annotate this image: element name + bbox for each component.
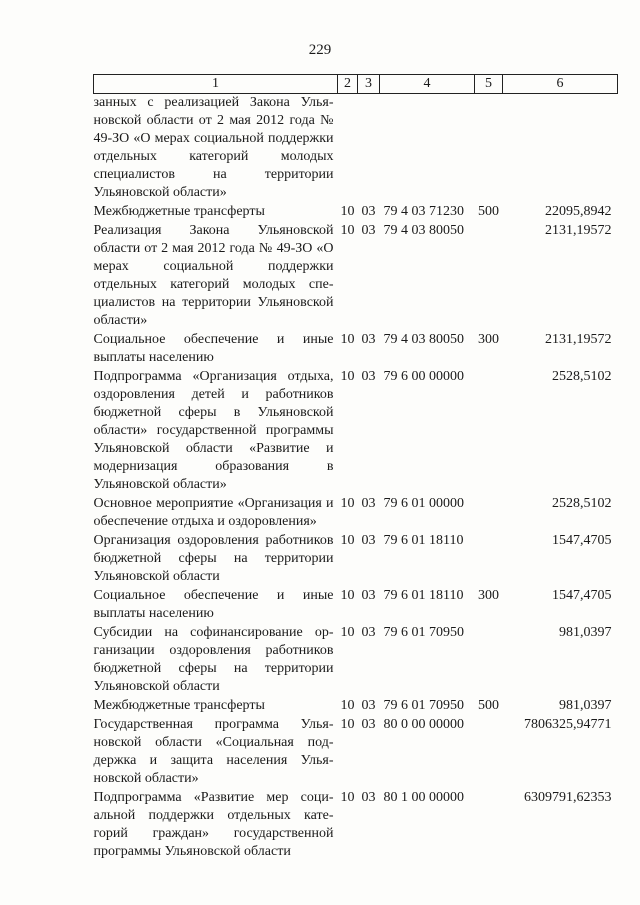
budget-table bbox=[93, 74, 618, 861]
header-col-4: 4 bbox=[380, 75, 475, 94]
row-amount: 981,0397 bbox=[559, 698, 612, 713]
row-name: Межбюджетные трансферты bbox=[93, 698, 265, 713]
row-name: Основное мероприятие «Организация и обеспечение отдыха и оздоровления» bbox=[93, 496, 334, 529]
table-body bbox=[94, 94, 618, 862]
header-col-5: 5 bbox=[475, 75, 503, 94]
table-row bbox=[94, 494, 618, 531]
row-amount: 6309791,62353 bbox=[524, 790, 612, 805]
row-amount bbox=[503, 94, 618, 203]
table-row bbox=[94, 221, 618, 330]
row-expense-type bbox=[475, 788, 503, 861]
row-target-article: 79 4 03 80050 bbox=[383, 223, 464, 238]
row-expense-type: 300 bbox=[478, 588, 499, 603]
table-row bbox=[94, 330, 618, 367]
row-target-article: 79 6 01 70950 bbox=[383, 698, 464, 713]
table-row bbox=[94, 696, 618, 715]
row-subsection: 03 bbox=[361, 625, 376, 640]
row-amount: 1547,4705 bbox=[552, 588, 612, 603]
page-number: 229 bbox=[308, 42, 332, 58]
table-row bbox=[94, 367, 618, 494]
row-expense-type bbox=[475, 94, 503, 203]
row-target-article: 79 6 01 70950 bbox=[383, 625, 464, 640]
table-row bbox=[94, 531, 618, 586]
row-name: занных с реализацией Закона Ульяновской области от 2 мая 2012 года № 49-ЗО «О мерах социальной поддержки отдельных категорий молодых специалистов на территории Ульяновской области» bbox=[93, 95, 334, 200]
row-expense-type bbox=[475, 494, 503, 531]
row-expense-type bbox=[475, 367, 503, 494]
row-name: Подпрограмма «Развитие мер социальной поддержки отдельных категорий граждан» государственной программы Ульяновской области bbox=[93, 790, 334, 859]
header-col-3: 3 bbox=[358, 75, 380, 94]
row-target-article bbox=[380, 94, 475, 203]
row-section: 10 bbox=[340, 588, 355, 603]
table-row bbox=[94, 715, 618, 788]
row-name: Социальное обеспечение и иные выплаты населению bbox=[93, 588, 334, 621]
row-target-article: 79 6 00 00000 bbox=[383, 369, 464, 384]
row-target-article: 79 6 01 18110 bbox=[383, 588, 464, 603]
row-expense-type: 300 bbox=[478, 332, 499, 347]
row-amount: 2528,5102 bbox=[552, 496, 612, 511]
row-subsection: 03 bbox=[361, 223, 376, 238]
row-expense-type bbox=[475, 221, 503, 330]
table-row bbox=[94, 623, 618, 696]
row-target-article: 79 6 01 00000 bbox=[383, 496, 464, 511]
row-section bbox=[338, 94, 358, 203]
row-subsection: 03 bbox=[361, 204, 376, 219]
row-subsection: 03 bbox=[361, 332, 376, 347]
row-target-article: 79 4 03 71230 bbox=[383, 204, 464, 219]
table-row bbox=[94, 94, 618, 203]
row-subsection: 03 bbox=[361, 717, 376, 732]
row-subsection: 03 bbox=[361, 533, 376, 548]
row-section: 10 bbox=[340, 496, 355, 511]
row-target-article: 80 0 00 00000 bbox=[383, 717, 464, 732]
table-header-row bbox=[94, 75, 618, 94]
row-section: 10 bbox=[340, 698, 355, 713]
row-expense-type: 500 bbox=[478, 204, 499, 219]
row-name: Подпрограмма «Организация отдыха, оздоровления детей и работников бюджетной сферы в Ульяновской области» государственной программы Ульяновской области «Развитие и модернизация образования в Ульяновской области» bbox=[93, 369, 334, 492]
row-subsection: 03 bbox=[361, 698, 376, 713]
row-name: Социальное обеспечение и иные выплаты населению bbox=[93, 332, 334, 365]
row-subsection bbox=[358, 94, 380, 203]
header-col-1: 1 bbox=[94, 75, 338, 94]
row-section: 10 bbox=[340, 204, 355, 219]
row-section: 10 bbox=[340, 223, 355, 238]
row-section: 10 bbox=[340, 717, 355, 732]
row-expense-type bbox=[475, 623, 503, 696]
row-target-article: 80 1 00 00000 bbox=[383, 790, 464, 805]
row-subsection: 03 bbox=[361, 369, 376, 384]
row-expense-type bbox=[475, 715, 503, 788]
row-subsection: 03 bbox=[361, 588, 376, 603]
header-col-6: 6 bbox=[503, 75, 618, 94]
row-section: 10 bbox=[340, 332, 355, 347]
row-name: Субсидии на софинансирование организации оздоровления работников бюджетной сферы на территории Ульяновской области bbox=[93, 625, 334, 694]
row-expense-type: 500 bbox=[478, 698, 499, 713]
header-col-2: 2 bbox=[338, 75, 358, 94]
row-subsection: 03 bbox=[361, 790, 376, 805]
table-row bbox=[94, 202, 618, 221]
row-section: 10 bbox=[340, 533, 355, 548]
row-section: 10 bbox=[340, 625, 355, 640]
row-amount: 2131,19572 bbox=[545, 223, 612, 238]
row-amount: 2131,19572 bbox=[545, 332, 612, 347]
row-expense-type bbox=[475, 531, 503, 586]
row-amount: 7806325,94771 bbox=[524, 717, 612, 732]
row-amount: 981,0397 bbox=[559, 625, 612, 640]
table-row bbox=[94, 788, 618, 861]
table-row bbox=[94, 586, 618, 623]
row-amount: 1547,4705 bbox=[552, 533, 612, 548]
row-target-article: 79 4 03 80050 bbox=[383, 332, 464, 347]
row-section: 10 bbox=[340, 790, 355, 805]
row-amount: 2528,5102 bbox=[552, 369, 612, 384]
row-name: Реализация Закона Ульяновской области от 2 мая 2012 года № 49-ЗО «О мерах социальной поддержки отдельных категорий молодых специалистов на территории Ульяновской области» bbox=[93, 223, 334, 328]
row-section: 10 bbox=[340, 369, 355, 384]
row-name: Организация оздоровления работников бюджетной сферы на территории Ульяновской области bbox=[93, 533, 334, 584]
row-amount: 22095,8942 bbox=[545, 204, 612, 219]
row-name: Межбюджетные трансферты bbox=[93, 204, 265, 219]
row-target-article: 79 6 01 18110 bbox=[383, 533, 464, 548]
row-name: Государственная программа Ульяновской области «Социальная поддержка и защита населения Ульяновской области» bbox=[93, 717, 334, 786]
row-subsection: 03 bbox=[361, 496, 376, 511]
